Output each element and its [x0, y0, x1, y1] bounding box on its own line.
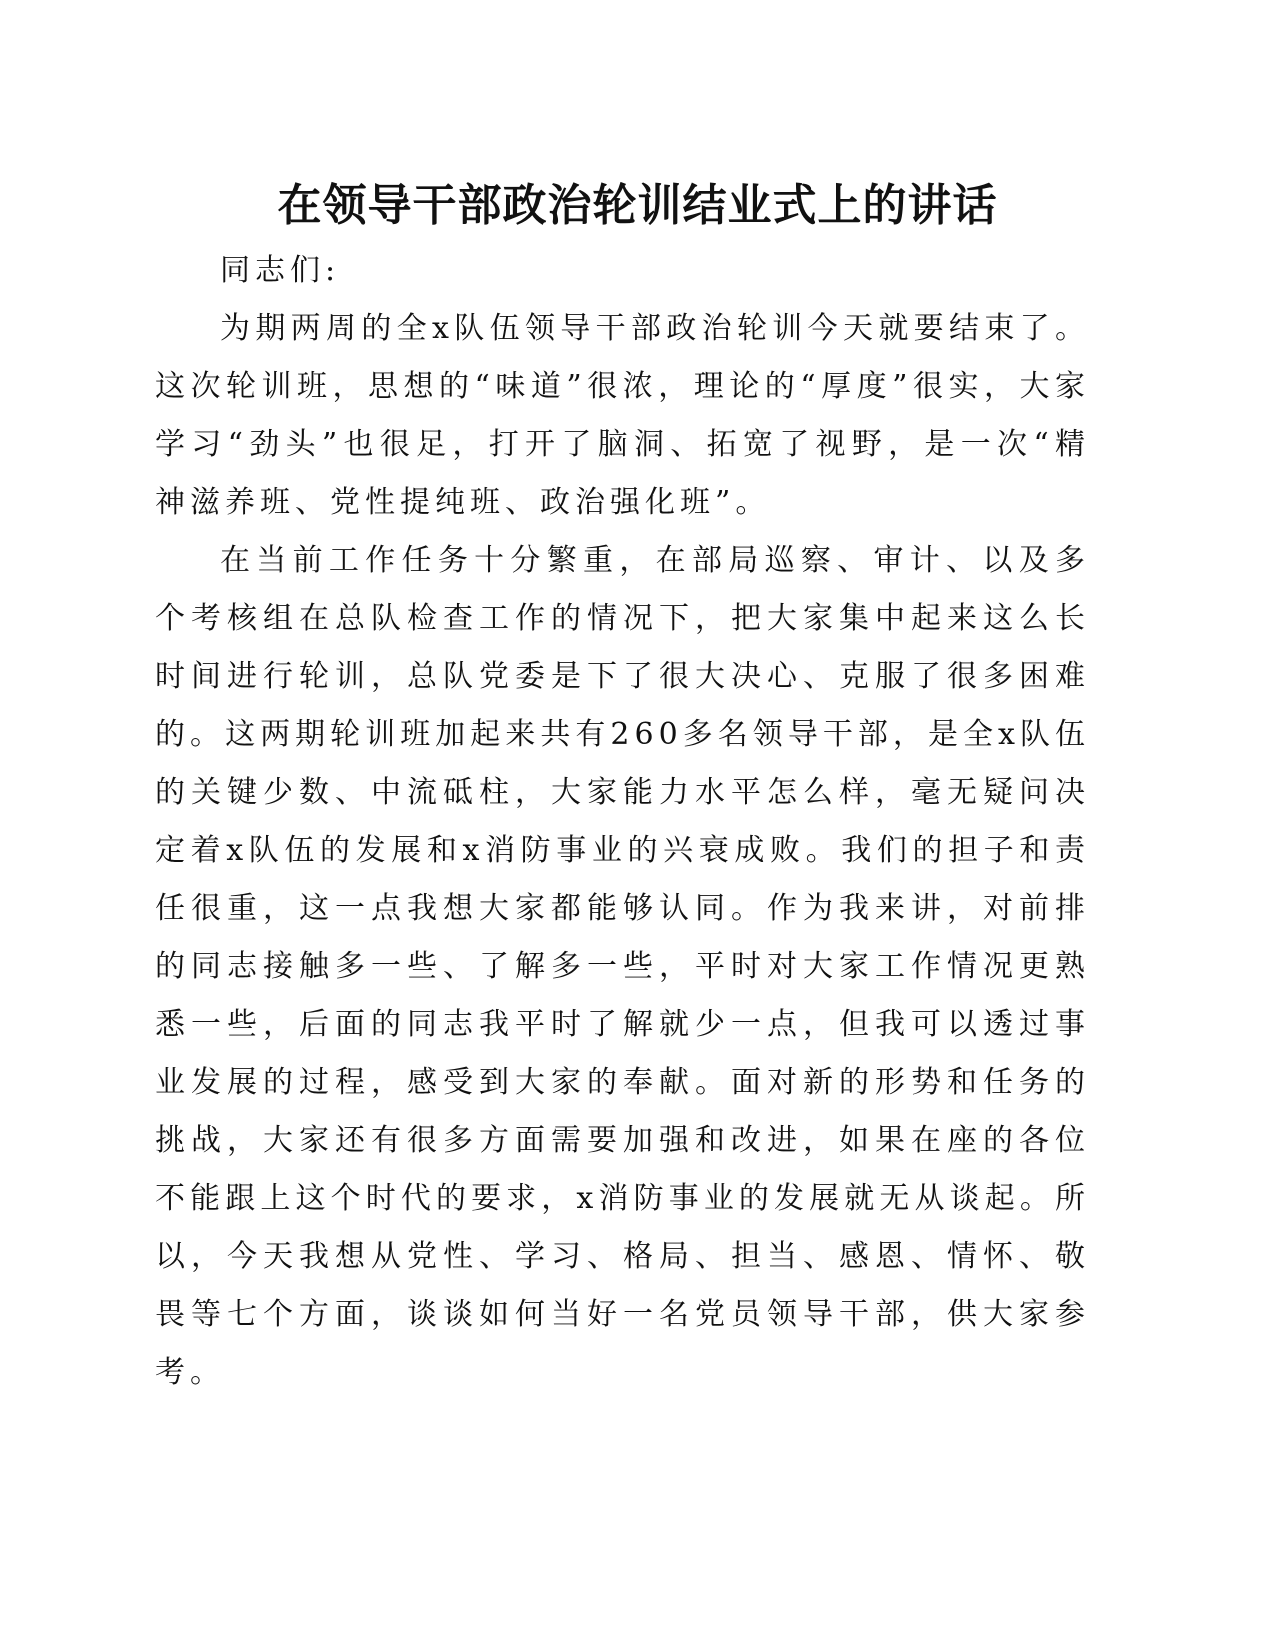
- document-body: [155, 242, 1090, 1402]
- document-title: 在领导干部政治轮训结业式上的讲话: [277, 180, 998, 231]
- paragraph-1: 为期两周的全x队伍领导干部政治轮训今天就要结束了。这次轮训班，思想的“味道”很浓，理论的“厚度”很实，大家学习“劲头”也很足，打开了脑洞、拓宽了视野，是一次“精神滋养班、党性提纯班、政治强化班”。: [155, 311, 1090, 520]
- paragraph-2: 在当前工作任务十分繁重，在部局巡察、审计、以及多个考核组在总队检查工作的情况下，把大家集中起来这么长时间进行轮训，总队党委是下了很大决心、克服了很多困难的。这两期轮训班加起来共有260多名领导干部，是全x队伍的关键少数、中流砥柱，大家能力水平怎么样，毫无疑问决定着x队伍的发展和x消防事业的兴衰成败。我们的担子和责任很重，这一点我想大家都能够认同。作为我来讲，对前排的同志接触多一些、了解多一些，平时对大家工作情况更熟悉一些，后面的同志我平时了解就少一点，但我可以透过事业发展的过程，感受到大家的奉献。面对新的形势和任务的挑战，大家还有很多方面需要加强和改进，如果在座的各位不能跟上这个时代的要求，x消防事业的发展就无从谈起。所以，今天我想从党性、学习、格局、担当、感恩、情怀、敬畏等七个方面，谈谈如何当好一名党员领导干部，供大家参考。: [155, 543, 1090, 1390]
- salutation: 同志们:: [220, 253, 341, 288]
